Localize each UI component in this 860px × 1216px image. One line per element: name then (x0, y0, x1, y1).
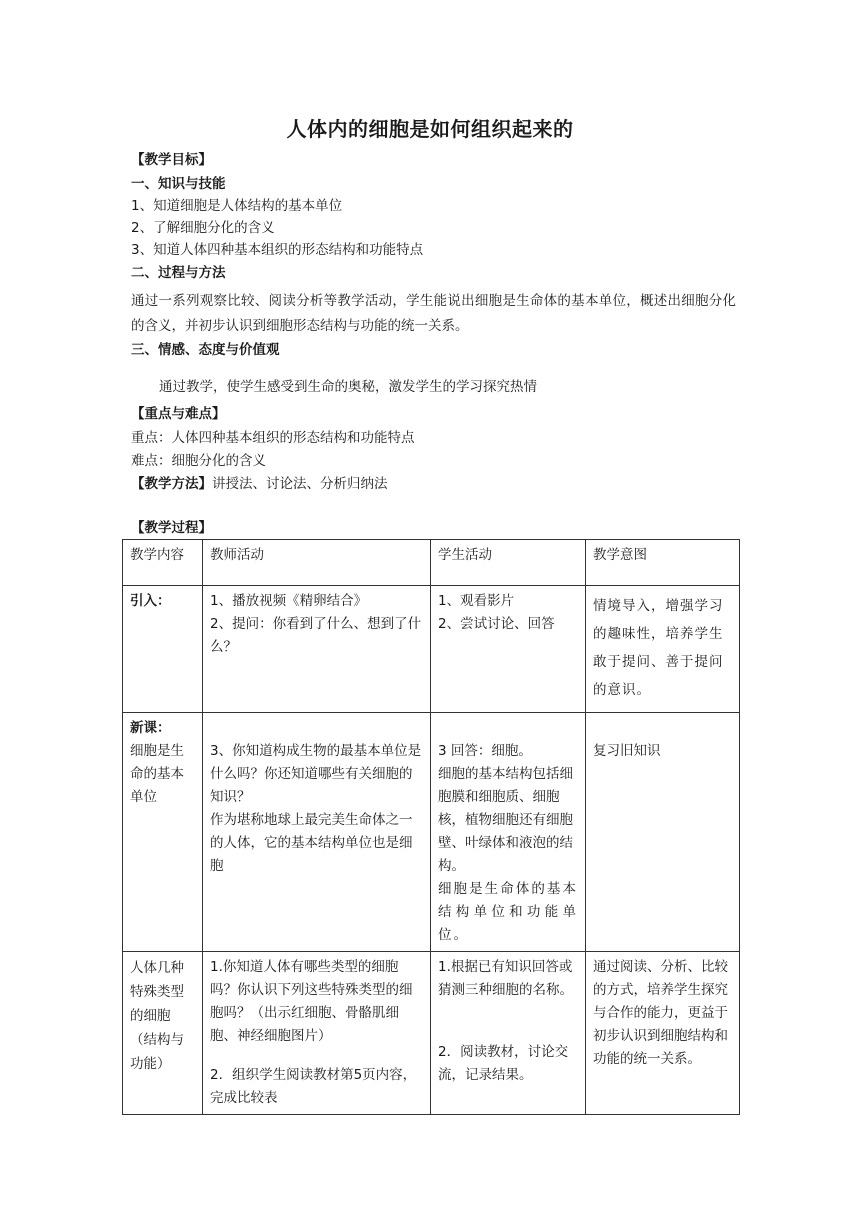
methods-text: 讲授法、讨论法、分析归纳法 (212, 476, 388, 492)
content-title: 引入： (130, 593, 171, 609)
table-row (123, 713, 740, 952)
teacher-activity: 3、你知道构成生物的最基本单位是什么吗？你还知道哪些有关细胞的知识？ (210, 743, 422, 805)
content-cell (123, 952, 203, 1115)
teacher-activity: 2、提问：你看到了什么、想到了什么？ (210, 616, 422, 655)
attitude-paragraph: 通过教学，使学生感受到生命的奥秘，激发学生的学习探究热情 (159, 379, 537, 395)
student-cell (431, 586, 586, 713)
section-attitude-heading: 三、情感、态度与价值观 (131, 342, 280, 358)
column-header: 学生活动 (431, 540, 586, 586)
methods-heading: 【教学方法】 (131, 476, 212, 492)
focus-text: 重点：人体四种基本组织的形态结构和功能特点 (131, 430, 415, 446)
intent-cell (586, 586, 740, 713)
teacher-activity: 1.你知道人体有哪些类型的细胞吗？你认识下列这些特殊类型的细胞吗？（出示红细胞、骨骼肌细胞、神经细胞图片） (210, 959, 413, 1044)
teaching-intent: 复习旧知识 (593, 743, 661, 759)
teaching-process-table (122, 539, 740, 1115)
table-row (123, 952, 740, 1115)
spacer (210, 1048, 423, 1064)
content-body: 细胞是生命的基本单位 (130, 743, 184, 805)
column-header: 教学意图 (586, 540, 740, 586)
key-points-heading: 【重点与难点】 (131, 406, 226, 422)
student-cell (431, 952, 586, 1115)
teaching-intent: 情境导入，增强学习的趣味性，培养学生敢于提问、善于提问的意识。 (593, 598, 724, 698)
section-knowledge-heading: 一、知识与技能 (131, 176, 226, 192)
column-header: 教学内容 (123, 540, 203, 586)
student-cell (431, 713, 586, 952)
teacher-cell (203, 713, 431, 952)
spacer (438, 1002, 578, 1041)
table-row (123, 586, 740, 713)
intent-cell (586, 952, 740, 1115)
process-method-paragraph: 通过一系列观察比较、阅读分析等教学活动，学生能说出细胞是生命体的基本单位，概述出细胞分化的含义，并初步认识到细胞形态结构与功能的统一关系。 (131, 293, 736, 334)
process-heading: 【教学过程】 (131, 520, 212, 536)
teacher-activity: 作为堪称地球上最完美生命体之一的人体，它的基本结构单位也是细胞 (210, 812, 413, 874)
table-header-row (123, 540, 740, 586)
objectives-heading: 【教学目标】 (131, 152, 212, 168)
student-activity: 细胞是生命体的基本结构单位和功能单位。 (438, 881, 578, 943)
page-title: 人体内的细胞是如何组织起来的 (286, 117, 574, 141)
student-activity: 1、观看影片 (438, 593, 515, 609)
intent-cell (586, 713, 740, 952)
difficulty-text: 难点：细胞分化的含义 (131, 453, 266, 469)
teacher-activity: 1、播放视频《精卵结合》 (210, 593, 368, 609)
student-activity: 2、尝试讨论、回答 (438, 616, 555, 632)
student-activity: 3 回答：细胞。 (438, 743, 532, 759)
student-activity: 细胞的基本结构包括细胞膜和细胞质、细胞核，植物细胞还有细胞壁、叶绿体和液泡的结构。 (438, 766, 573, 874)
content-cell (123, 713, 203, 952)
knowledge-item: 1、知道细胞是人体结构的基本单位 (131, 198, 343, 214)
knowledge-item: 2、了解细胞分化的含义 (131, 220, 275, 236)
section-process-heading: 二、过程与方法 (131, 265, 226, 281)
content-cell (123, 586, 203, 713)
content-body: 人体几种特殊类型的细胞（结构与功能） (130, 960, 184, 1072)
teacher-cell (203, 952, 431, 1115)
student-activity: 1.根据已有知识回答或猜测三种细胞的名称。 (438, 959, 573, 998)
knowledge-item: 3、知道人体四种基本组织的形态结构和功能特点 (131, 242, 424, 258)
student-activity: 2．阅读教材，讨论交流，记录结果。 (438, 1044, 569, 1083)
teacher-cell (203, 586, 431, 713)
teaching-intent: 通过阅读、分析、比较的方式，培养学生探究与合作的能力，更益于初步认识到细胞结构和功能的统一关系。 (593, 959, 728, 1067)
methods-line (131, 474, 388, 494)
column-header: 教师活动 (203, 540, 431, 586)
teacher-activity: 2．组织学生阅读教材第5页内容，完成比较表 (210, 1067, 417, 1106)
content-title: 新课： (130, 720, 171, 736)
